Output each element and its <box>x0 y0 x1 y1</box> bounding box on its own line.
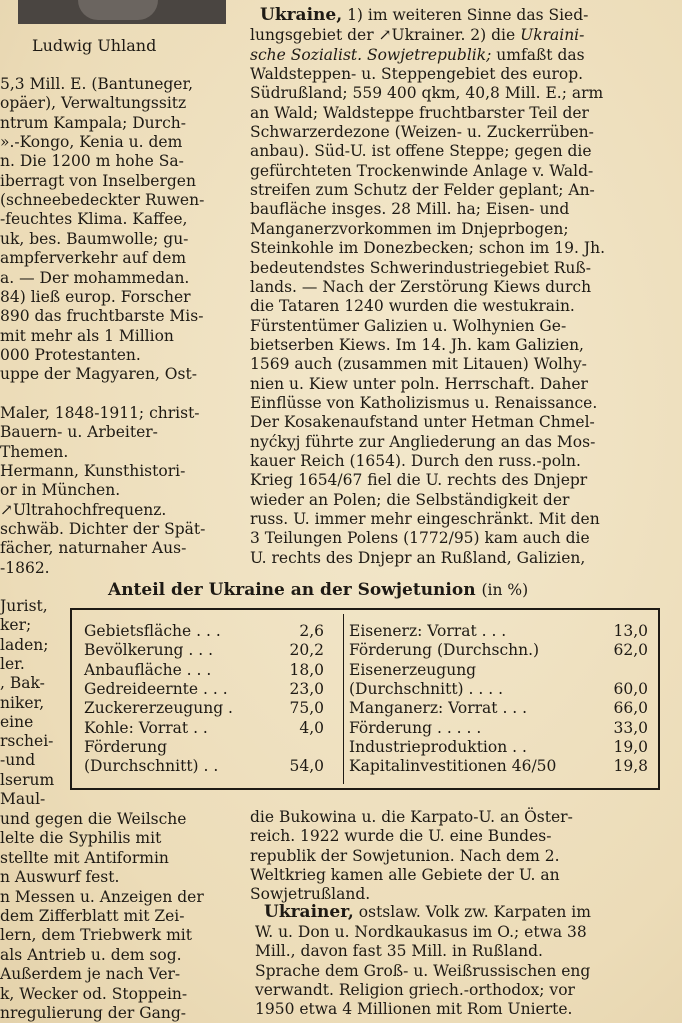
table-row-label: Eisenerz: Vorrat . . . <box>349 622 507 640</box>
left-bottom-lines-line: als Antrieb u. dem sog. <box>0 945 182 964</box>
table-row-value: 13,0 <box>613 622 648 640</box>
left-bottom-lines-line: dem Zifferblatt mit Zei- <box>0 907 185 925</box>
right-lines-line: russ. U. immer mehr eingeschränkt. Mit den <box>250 510 600 529</box>
left-bottom-lines-line: stellte mit Antiformin <box>0 848 169 867</box>
ukraine-entry-line-3 <box>250 46 585 65</box>
left-top-lines-line: ↗Ultrahochfrequenz. <box>0 500 167 519</box>
table-row-label: Bevölkerung . . . <box>84 641 214 660</box>
right-lines-line: kauer Reich (1654). Durch den russ.-poln. <box>250 452 581 470</box>
left-top-lines-line: iberragt von Inselbergen <box>0 171 196 190</box>
table-row-value: 60,0 <box>613 679 648 698</box>
right-lines-line: anbau). Süd-U. ist offene Steppe; gegen die <box>250 142 592 161</box>
left-top-lines-line: n. Die 1200 m hohe Sa- <box>0 152 184 171</box>
ukraine-first-rest: 1) im weiteren Sinne das Sied- <box>342 6 589 24</box>
photo-caption: Ludwig Uhland <box>32 36 157 55</box>
ukrainer-lines-line: Sprache dem Groß- u. Weißrussischen eng <box>255 961 591 980</box>
table-row-label: Industrieproduktion . . <box>349 737 527 756</box>
right-lines-line: Waldsteppen- u. Steppengebiet des europ. <box>250 65 584 83</box>
right-lines-line: Südrußland; 559 400 qkm, 40,8 Mill. E.; arm <box>250 84 604 103</box>
table-divider <box>343 614 344 784</box>
right-bottom-lines-line: die Bukowina u. die Karpato-U. an Öster- <box>250 808 573 826</box>
table-row-value: 66,0 <box>613 699 648 718</box>
table-row-value: 19,0 <box>613 737 648 756</box>
ukrainer-lines-line: verwandt. Religion griech.-orthodox; vor <box>255 980 575 999</box>
right-lines-line: lands. — Nach der Zerstörung Kiews durch <box>250 277 592 296</box>
ukraine-line3-b: umfaßt das <box>491 45 585 64</box>
left-top-lines-line: mit mehr als 1 Million <box>0 326 174 345</box>
table-row-label: Manganerz: Vorrat . . . <box>349 699 528 718</box>
table-row-label: Kohle: Vorrat . . <box>84 718 208 737</box>
right-bottom-lines-line: reich. 1922 wurde die U. eine Bundes- <box>250 827 552 846</box>
left-side-lines-line: rschei- <box>0 732 54 751</box>
right-lines-line: nyćkyj führte zur Angliederung an das Mos- <box>250 432 596 451</box>
right-lines-line: Der Kosakenaufstand unter Hetman Chmel- <box>250 413 595 432</box>
left-top-lines-line: ».-Kongo, Kenia u. dem <box>0 133 183 152</box>
left-top-lines-line: -1862. <box>0 558 50 577</box>
left-top-lines-line: Hermann, Kunsthistori- <box>0 462 186 480</box>
right-lines-line: Steinkohle im Donezbecken; schon im 19. Jh. <box>250 239 606 258</box>
left-side-lines-line: -und <box>0 751 36 770</box>
left-top-lines-line: 5,3 Mill. E. (Bantuneger, <box>0 75 194 93</box>
table-row-label: Gedreideernte . . . <box>84 679 228 698</box>
right-lines-line: Schwarzerdezone (Weizen- u. Zuckerrüben- <box>250 123 594 142</box>
right-lines-line: Fürstentümer Galizien u. Wolhynien Ge- <box>250 316 567 335</box>
left-side-lines-line: niker, <box>0 693 45 712</box>
left-bottom-lines-line: Außerdem je nach Ver- <box>0 965 181 984</box>
ukrainer-headword: Ukrainer, <box>264 902 354 922</box>
table-title-text: Anteil der Ukraine an der Sowjetunion <box>108 580 476 600</box>
left-top-lines-line: Themen. <box>0 442 69 461</box>
left-bottom-lines-line: nregulierung der Gang- <box>0 1004 186 1022</box>
left-top-lines-line: (schneebedeckter Ruwen- <box>0 191 205 210</box>
table-row-value: 2,6 <box>299 622 324 640</box>
right-bottom-lines-line: Sowjetrußland. <box>250 885 371 904</box>
right-bottom-lines-line: Weltkrieg kamen alle Gebiete der U. an <box>250 865 560 884</box>
left-top-lines-line: opäer), Verwaltungssitz <box>0 94 187 113</box>
table-row-label: (Durchschnitt) . . <box>84 757 219 776</box>
table-row-value: 4,0 <box>299 718 324 737</box>
left-top-lines-line: ntrum Kampala; Durch- <box>0 113 186 132</box>
left-bottom-lines-line: lelte die Syphilis mit <box>0 829 162 848</box>
left-top-lines-line: 000 Protestanten. <box>0 345 141 364</box>
table-row-value: 54,0 <box>289 757 324 776</box>
left-top-lines-line: fächer, naturnaher Aus- <box>0 539 187 558</box>
right-lines-line: 3 Teilungen Polens (1772/95) kam auch die <box>250 529 590 548</box>
right-lines-line: gefürchteten Trockenwinde Anlage v. Wald- <box>250 161 594 180</box>
right-lines-line: wieder an Polen; die Selbständigkeit der <box>250 490 570 509</box>
left-top-lines-line: or in München. <box>0 481 121 500</box>
left-top-lines-line: a. — Der mohammedan. <box>0 268 190 287</box>
ukrainer-lines-line: 1950 etwa 4 Millionen mit Rom Unierte. <box>255 1000 573 1019</box>
right-lines-line: Krieg 1654/67 fiel die U. rechts des Dnjepr <box>250 471 588 490</box>
left-side-lines-line: laden; <box>0 635 49 654</box>
table-row-value: 20,2 <box>289 641 324 660</box>
statistics-table <box>70 608 660 790</box>
left-top-lines-line: 890 das fruchtbarste Mis- <box>0 307 204 326</box>
left-top-lines-line: schwäb. Dichter der Spät- <box>0 520 206 539</box>
right-lines-line: baufläche insges. 28 Mill. ha; Eisen- und <box>250 200 570 219</box>
right-lines-line: Einflüsse von Katholizismus u. Renaissance. <box>250 393 598 412</box>
left-bottom-lines-line: n Messen u. Anzeigen der <box>0 887 204 906</box>
table-row-label: (Durchschnitt) . . . . <box>349 679 504 698</box>
ukrainer-first-line <box>264 903 591 922</box>
left-side-lines-line: eine <box>0 712 34 731</box>
table-row-label: Zuckererzeugung . <box>84 699 233 718</box>
table-row-label: Anbaufläche . . . <box>84 660 212 679</box>
right-lines-line: Manganerzvorkommen im Dnjeprbogen; <box>250 219 569 238</box>
left-top-lines-line: -feuchtes Klima. Kaffee, <box>0 210 188 229</box>
portrait-photo <box>18 0 226 24</box>
left-top-lines-line: 84) ließ europ. Forscher <box>0 287 191 306</box>
table-row-value: 75,0 <box>289 699 324 718</box>
left-top-lines-line: uk, bes. Baumwolle; gu- <box>0 229 189 248</box>
ukrainer-first-rest: ostslaw. Volk zw. Karpaten im <box>353 903 591 921</box>
left-bottom-lines-line: n Auswurf fest. <box>0 868 120 887</box>
table-row-value: 33,0 <box>613 718 648 737</box>
left-bottom-lines-line: lern, dem Triebwerk mit <box>0 926 192 945</box>
left-side-lines-line: ker; <box>0 616 32 635</box>
left-top-lines-line: Bauern- u. Arbeiter- <box>0 423 158 442</box>
ukrainer-lines-line: Mill., davon fast 35 Mill. in Rußland. <box>255 942 543 961</box>
table-row-label: Förderung . . . . . <box>349 718 482 737</box>
ukraine-entry-first-line <box>260 6 588 25</box>
right-lines-line: streifen zum Schutz der Felder geplant; An- <box>250 181 595 200</box>
right-lines-line: bedeutendstes Schwerindustriegebiet Ruß- <box>250 258 591 277</box>
table-row-value: 62,0 <box>613 641 648 660</box>
ukrainer-lines-line: W. u. Don u. Nordkaukasus im O.; etwa 38 <box>255 923 587 941</box>
table-row-label: Eisenerzeugung <box>349 660 477 679</box>
table-row-label: Förderung (Durchschn.) <box>349 641 540 660</box>
ukraine-entry-line-2 <box>250 26 584 45</box>
left-top-lines-line: ampferverkehr auf dem <box>0 249 187 268</box>
left-side-lines-line: lserum <box>0 770 55 789</box>
left-top-lines-line: uppe der Magyaren, Ost- <box>0 365 197 384</box>
table-row-label: Gebietsfläche . . . <box>84 622 221 640</box>
right-lines-line: bietserben Kiews. Im 14. Jh. kam Galizien, <box>250 335 584 354</box>
left-side-lines-line: Jurist, <box>0 597 48 615</box>
left-top-lines-line: Maler, 1848-1911; christ- <box>0 403 200 422</box>
ukraine-line2-a: lungsgebiet der ↗Ukrainer. 2) die <box>250 26 521 44</box>
table-row-value: 19,8 <box>613 757 648 776</box>
right-lines-line: U. rechts des Dnjepr an Rußland, Galizien, <box>250 548 586 567</box>
table-title <box>108 580 528 600</box>
right-lines-line: an Wald; Waldsteppe fruchtbarster Teil der <box>250 103 589 122</box>
left-side-lines-line: , Bak- <box>0 674 45 693</box>
table-row-value: 23,0 <box>289 679 324 698</box>
right-bottom-lines-line: republik der Sowjetunion. Nach dem 2. <box>250 846 560 865</box>
left-bottom-lines-line: k, Wecker od. Stoppein- <box>0 984 188 1003</box>
table-row-value: 18,0 <box>289 660 324 679</box>
ukraine-headword: Ukraine, <box>260 5 343 25</box>
table-row-label: Förderung <box>84 737 168 756</box>
right-lines-line: die Tataren 1240 wurden die westukrain. <box>250 297 575 316</box>
left-side-lines-line: Maul- <box>0 790 46 808</box>
left-side-lines-line: ler. <box>0 654 25 673</box>
right-lines-line: nien u. Kiew unter poln. Herrschaft. Daher <box>250 374 588 393</box>
ukraine-line3-a: sche Sozialist. Sowjetrepublik; <box>250 45 492 64</box>
table-row-label: Kapitalinvestitionen 46/50 <box>349 757 557 776</box>
table-unit: (in %) <box>481 581 529 599</box>
right-lines-line: 1569 auch (zusammen mit Litauen) Wolhy- <box>250 355 587 374</box>
ukraine-line2-b: Ukraini- <box>520 26 585 44</box>
left-bottom-lines-line: und gegen die Weilsche <box>0 810 187 828</box>
